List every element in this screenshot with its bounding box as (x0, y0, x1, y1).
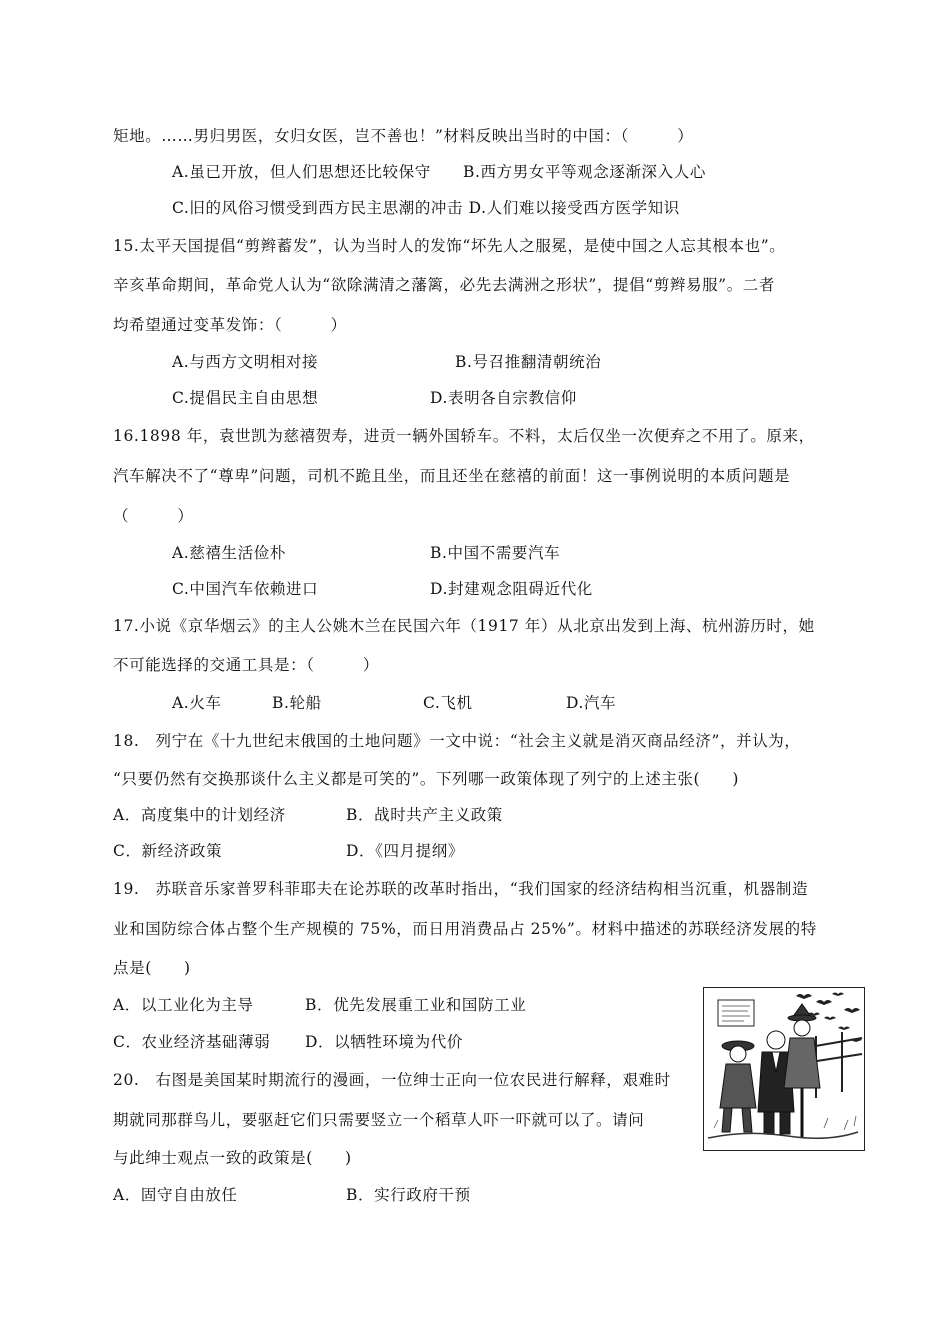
q19-option-d: D．以牺牲环境为代价 (305, 1033, 463, 1051)
q14-options-cd: C.旧的风俗习惯受到西方民主思潮的冲击 D.人们难以接受西方医学知识 (172, 199, 680, 217)
q15-option-a: A.与西方文明相对接 (172, 353, 319, 371)
q17-option-c: C.飞机 (423, 694, 473, 712)
q20-stem-line2: 期就同那群鸟儿，要驱赶它们只需要竖立一个稻草人吓一吓就可以了。请问 (113, 1111, 645, 1129)
q19-option-c: C．农业经济基础薄弱 (113, 1033, 271, 1051)
q18-option-c: C．新经济政策 (113, 842, 223, 860)
q17-option-b: B.轮船 (272, 694, 322, 712)
q20-option-b: B．实行政府干预 (346, 1186, 471, 1204)
q18-option-a: A．高度集中的计划经济 (113, 806, 286, 824)
q19-option-a: A．以工业化为主导 (113, 996, 254, 1014)
q15-stem-line2: 辛亥革命期间，革命党人认为“欲除满清之藩篱，必先去满洲之形状”，提倡“剪辫易服”。二者 (113, 276, 775, 294)
q18-option-d: D．《四月提纲》 (346, 842, 464, 860)
q20-stem-line3: 与此绅士观点一致的政策是( ) (113, 1149, 352, 1167)
q18-stem-line2: “只要仍然有交换那谈什么主义都是可笑的”。下列哪一政策体现了列宁的上述主张( ) (113, 770, 740, 788)
q17-stem-line2: 不可能选择的交通工具是：（ ） (113, 656, 379, 674)
q15-option-c: C.提倡民主自由思想 (172, 389, 319, 407)
q16-stem-line2: 汽车解决不了“尊卑”问题，司机不跪且坐，而且还坐在慈禧的前面！这一事例说明的本质问题是 (113, 467, 791, 485)
q16-option-a: A.慈禧生活俭朴 (172, 544, 286, 562)
q15-option-b: B.号召推翻清朝统治 (455, 353, 602, 371)
q17-stem-line1: 17.小说《京华烟云》的主人公姚木兰在民国六年（1917 年）从北京出发到上海、杭州游历时，她 (113, 617, 815, 635)
q19-stem-line3: 点是( ) (113, 959, 191, 977)
q17-option-a: A.火车 (172, 694, 222, 712)
q15-stem-line3: 均希望通过变革发饰：（ ） (113, 316, 347, 334)
q16-stem-line3: （ ） (113, 507, 194, 525)
cartoon-illustration (703, 987, 865, 1151)
q14-options-ab: A.虽已开放，但人们思想还比较保守 B.西方男女平等观念逐渐深入人心 (172, 163, 706, 181)
q19-option-b: B．优先发展重工业和国防工业 (305, 996, 527, 1014)
q16-option-c: C.中国汽车依赖进口 (172, 580, 319, 598)
q15-stem-line1: 15.太平天国提倡“剪辫蓄发”，认为当时人的发饰“坏先人之服冕，是使中国之人忘其根本也”。 (113, 237, 786, 255)
q15-option-d: D.表明各自宗教信仰 (430, 389, 577, 407)
q19-stem-line1: 19. 苏联音乐家普罗科菲耶夫在论苏联的改革时指出，“我们国家的经济结构相当沉重，机器制造 (113, 880, 809, 898)
q17-option-d: D.汽车 (566, 694, 617, 712)
q14-stem-tail: 矩地。……男归男医，女归女医，岂不善也！”材料反映出当时的中国：（ ） (113, 127, 694, 145)
q20-stem-line1: 20. 右图是美国某时期流行的漫画，一位绅士正向一位农民进行解释，艰难时 (113, 1071, 671, 1089)
q16-stem-line1: 16.1898 年，袁世凯为慈禧贺寿，进贡一辆外国轿车。不料，太后仅坐一次便弃之不用了。原来， (113, 427, 815, 445)
cartoon-drawing (704, 988, 863, 1149)
q16-option-b: B.中国不需要汽车 (430, 544, 561, 562)
q16-option-d: D.封建观念阻碍近代化 (430, 580, 593, 598)
q18-option-b: B．战时共产主义政策 (346, 806, 503, 824)
q18-stem-line1: 18. 列宁在《十九世纪末俄国的土地问题》一文中说：“社会主义就是消灭商品经济”，并认为， (113, 732, 801, 750)
q19-stem-line2: 业和国防综合体占整个生产规模的 75%，而日用消费品占 25%”。材料中描述的苏联经济发展的特 (113, 920, 817, 938)
q20-option-a: A．固守自由放任 (113, 1186, 238, 1204)
